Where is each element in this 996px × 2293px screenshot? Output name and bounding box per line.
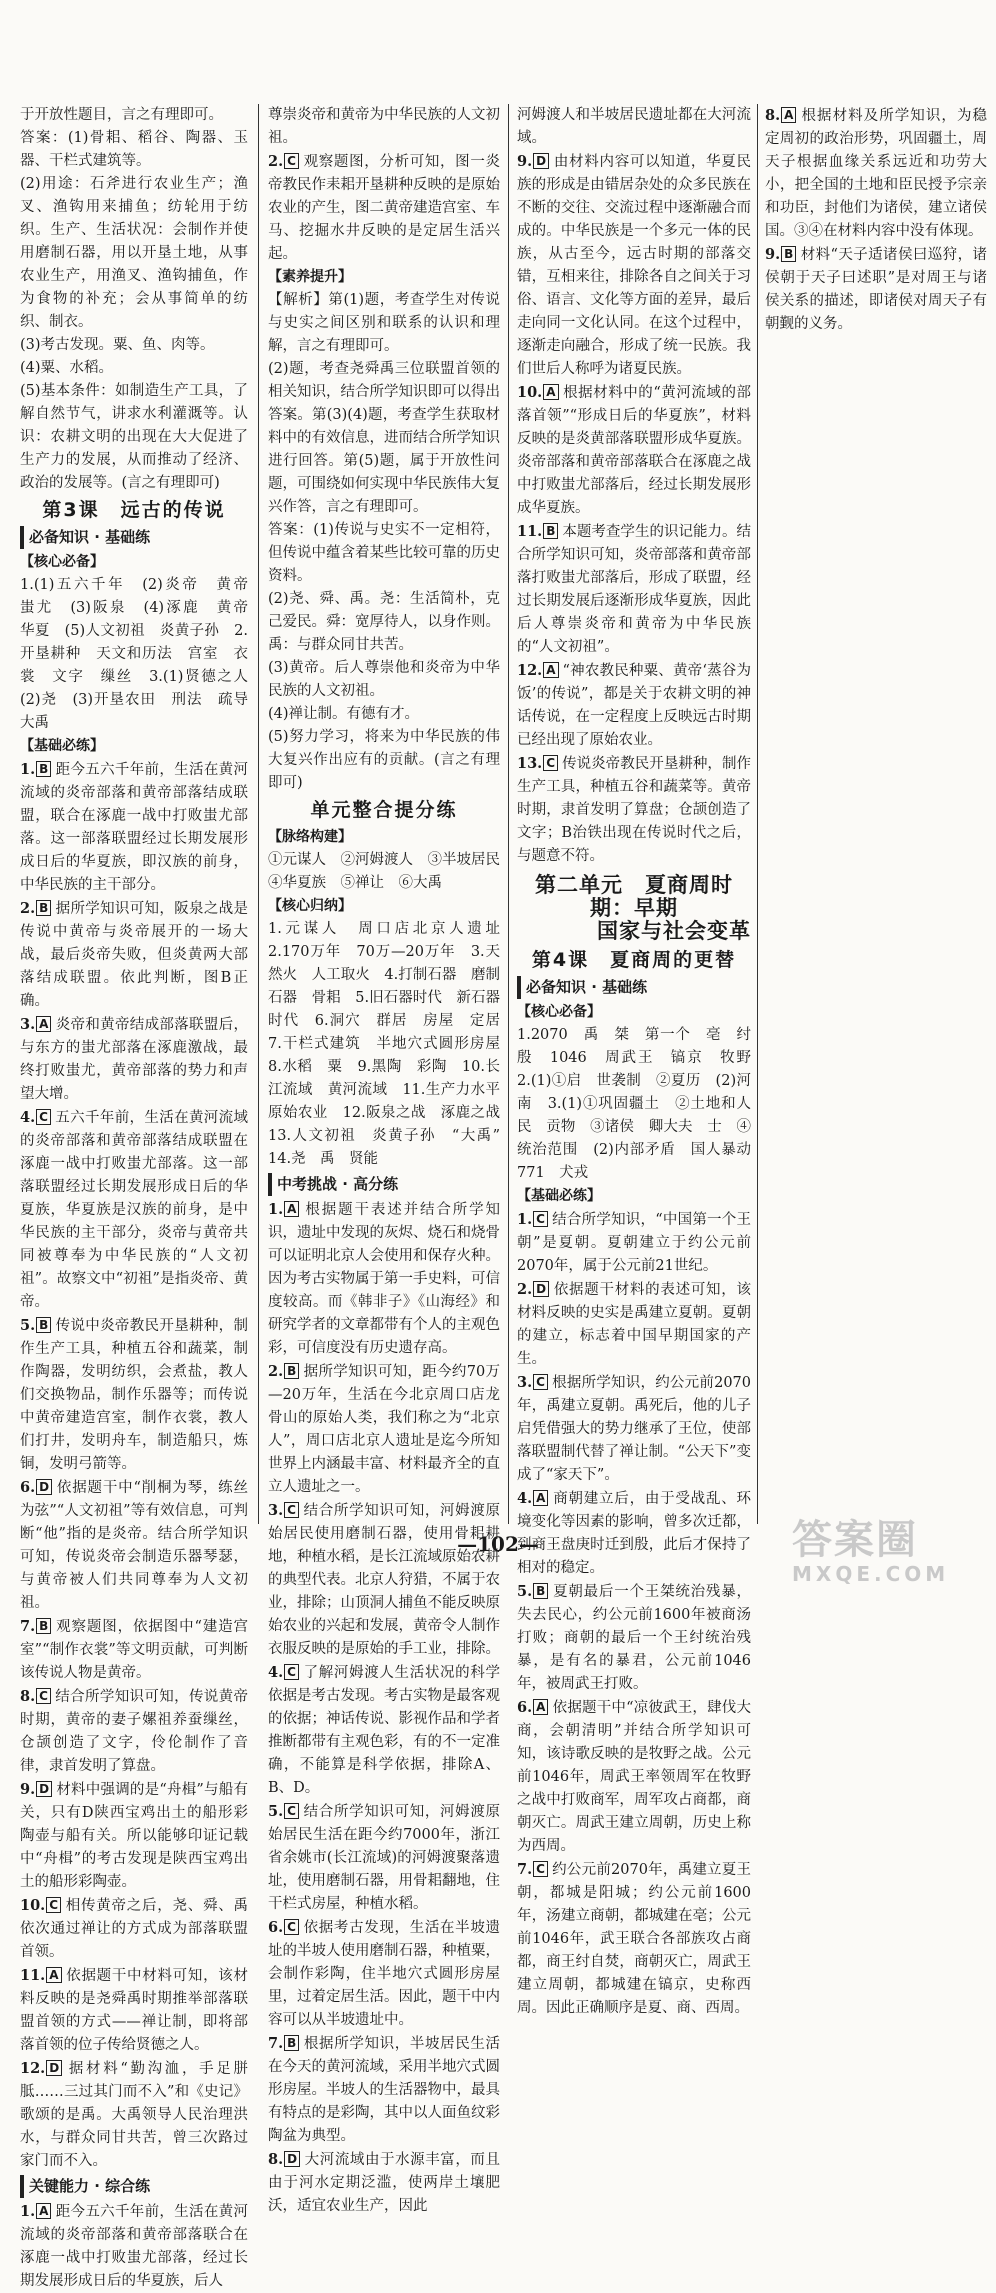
answer-letter: C — [533, 1861, 548, 1877]
answer-letter: C — [284, 1803, 299, 1819]
answer-text: 结合所学知识可知，河姆渡原始居民使用磨制石器，使用骨耜耕地，种植水稻，是长江流域原始农耕的典型代表。北京人狩猎，不属于农业，排除；山顶洞人捕鱼不能反映原始农业的兴起和发展，黄帝令人制作衣服反映的是原始的手工业，排除。 — [268, 1503, 500, 1657]
answer-text: 炎帝和黄帝结成部落联盟后，与东方的蚩尤部落在涿鹿激战，最终打败蚩尤，黄帝部落的势力和声望大增。 — [20, 1017, 248, 1102]
answer-text: 据所学知识可知，距今约70万—20万年，生活在今北京周口店龙骨山的原始人类，我们称之为“北京人”，周口店北京人遗址是迄今所知世界上内涵最丰富、材料最齐全的直立人遗址之一。 — [268, 1364, 500, 1495]
answer-letter: A — [533, 1699, 548, 1715]
section-heading: 必备知识 · 基础练 — [20, 526, 248, 549]
answer-item — [20, 897, 248, 1013]
answer-item — [268, 150, 500, 266]
watermark-logo — [792, 1518, 982, 1588]
item-number: 3. — [268, 1502, 284, 1519]
answer-letter: C — [36, 1688, 51, 1704]
unit-review-title: 单元整合提分练 — [310, 799, 458, 821]
answer-item — [765, 243, 987, 336]
answer-letter: C — [284, 153, 299, 169]
answer-item — [517, 1371, 751, 1487]
answer-text: 传说炎帝教民开垦耕种，制作生产工具，种植五谷和蔬菜等。黄帝时期，隶首发明了算盘；仓颉创造了文字；B治铁出现在传说时代之后，与题意不符。 — [517, 756, 751, 864]
answer-item — [517, 1208, 751, 1278]
item-number: 8. — [268, 2151, 284, 2168]
item-number: 10. — [517, 384, 543, 401]
answer-item — [20, 1615, 248, 1685]
answer-item — [20, 2200, 248, 2293]
subheading: 【核心必备】 — [517, 1004, 601, 1020]
answer-text: 结合所学知识可知，传说黄帝时期，黄帝的妻子嫘祖养蚕缫丝，仓颉创造了文字，伶伦制作了音律，隶首发明了算盘。 — [20, 1689, 248, 1774]
unit-title — [517, 874, 751, 943]
item-number: 8. — [20, 1688, 36, 1705]
page-number: —102— — [457, 1532, 539, 1556]
answer-text: “神农教民种粟、黄帝‘蒸谷为饭’的传说”，都是关于农耕文明的神话传说，在一定程度上反映远古时期已经出现了原始农业。 — [517, 663, 751, 748]
answer-item — [517, 520, 751, 659]
answer-text: 材料“天子适诸侯曰巡狩，诸侯朝于天子曰述职”是对周王与诸侯关系的描述，即诸侯对周天子有朝觐的义务。 — [765, 247, 987, 332]
answer-item — [20, 1013, 248, 1106]
item-number: 3. — [517, 1374, 533, 1391]
item-number: 12. — [20, 2060, 46, 2077]
column-divider — [757, 104, 758, 1524]
item-number: 9. — [517, 153, 533, 170]
subheading: 【核心必备】 — [20, 554, 104, 570]
continued-text: 河姆渡人和半坡居民遗址都在大河流域。 — [517, 107, 751, 146]
intro-answer: 答案：(1)骨耜、稻谷、陶器、玉器、干栏式建筑等。 — [20, 130, 248, 169]
lesson-title: 第4课 夏商周的更替 — [531, 949, 737, 971]
item-number: 5. — [20, 1317, 36, 1334]
intro-line: (3)考古发现。粟、鱼、肉等。 — [20, 337, 215, 353]
item-number: 4. — [517, 1490, 533, 1507]
item-number: 9. — [765, 246, 781, 263]
answer-item — [517, 659, 751, 752]
answer-text: 结合所学知识，“中国第一个王朝”是夏朝。夏朝建立于约公元前2070年，属于公元前21世纪。 — [517, 1212, 751, 1274]
answer-item — [20, 1894, 248, 1964]
answer-item — [268, 2032, 500, 2148]
answer-text: 商朝建立后，由于受战乱、环境变化等因素的影响，曾多次迁都，到商王盘庚时迁到殷，此后才保持了相对的稳定。 — [517, 1491, 751, 1576]
answer-text: 据材料“勤沟洫，手足胼胝……三过其门而不入”和《史记》歌颂的是禹。大禹领导人民治理洪水，与群众同甘共苦，曾三次路过家门而不入。 — [20, 2061, 248, 2169]
section-heading: 中考挑战 · 高分练 — [268, 1173, 500, 1196]
answer-text: 根据所学知识，约公元前2070年，禹建立夏朝。禹死后，他的儿子启凭借强大的势力继承了王位，使部落联盟制代替了禅让制。“公天下”变成了“家天下”。 — [517, 1375, 751, 1483]
answer-letter: B — [284, 1363, 299, 1379]
answer-item — [20, 1106, 248, 1314]
item-number: 13. — [517, 755, 543, 772]
answer-item — [268, 1198, 500, 1360]
answer-text: 了解河姆渡人生活状况的科学依据是考古发现。考古实物是最客观的依据；神话传说、影视作品和学者推断都带有主观色彩，有的不一定准确，不能算是科学依据，排除A、B、D。 — [268, 1665, 500, 1796]
intro-line: (4)粟、水稻。 — [20, 360, 114, 376]
analysis-line: (5)努力学习，将来为中华民族的伟大复兴作出应有的贡献。(言之有理即可) — [268, 729, 500, 791]
answer-list — [517, 1208, 751, 2020]
answer-letter: B — [36, 1317, 51, 1333]
answer-letter: D — [533, 1281, 549, 1297]
answer-letter: B — [543, 523, 558, 539]
answer-letter: C — [284, 1664, 299, 1680]
answer-item — [765, 104, 987, 243]
answer-text: 相传黄帝之后，尧、舜、禹依次通过禅让的方式成为部落联盟首领。 — [20, 1898, 248, 1960]
answer-text: 依据题干材料的表述可知，该材料反映的史实是禹建立夏朝。夏朝的建立，标志着中国早期国家的产生。 — [517, 1282, 751, 1367]
answer-text: 观察题图，分析可知，图一炎帝教民作耒耜开垦耕种反映的是原始农业的产生，图二黄帝建造宫室、车马、挖掘水井反映的是定居生活兴起。 — [268, 154, 500, 262]
answer-letter: D — [36, 1781, 52, 1797]
column-4 — [765, 104, 987, 1524]
answer-text: 根据材料及所学知识，为稳定周初的政治形势，巩固疆土，周天子根据血缘关系远近和功劳大小，把全国的土地和臣民授予宗亲和功臣，封他们为诸侯，建立诸侯国。③④在材料内容中没有体现。 — [765, 108, 987, 239]
answer-letter: C — [284, 1502, 299, 1518]
answer-letter: A — [781, 107, 796, 123]
subheading: 【核心归纳】 — [268, 898, 352, 914]
answer-text: 材料中强调的是“舟楫”与船有关，只有D陕西宝鸡出土的船形彩陶壶与船有关。所以能够印证记载中“舟楫”的考古发现是陕西宝鸡出土的船形彩陶壶。 — [20, 1782, 248, 1890]
subheading: 【基础必练】 — [517, 1188, 601, 1204]
answer-letter: C — [543, 755, 558, 771]
core-text: 1.(1)五六千年 (2)炎帝 黄帝 蚩尤 (3)阪泉 (4)涿鹿 黄帝 华夏 (5)人文初祖 炎黄子孙 2.开垦耕种 天文和历法 宫室 衣裳 文字 缫丝 3.(1)贤德之人 (2)尧 (3)开垦农田 刑法 疏导 大禹 — [20, 577, 263, 731]
left-edge-residue — [0, 110, 10, 630]
answer-letter: C — [36, 1109, 51, 1125]
analysis-line: (3)黄帝。后人尊崇他和炎帝为中华民族的人文初祖。 — [268, 660, 500, 699]
answer-letter: A — [36, 1016, 51, 1032]
intro-line: (5)基本条件：如制造生产工具，了解自然节气，讲求水利灌溉等。认识：农耕文明的出现在大大促进了生产力的发展，从而推动了经济、政治的发展等。(言之有理即可) — [20, 383, 248, 491]
answer-list — [517, 150, 751, 868]
answer-letter: B — [36, 761, 51, 777]
analysis-line: (2)尧、舜、禹。尧：生活简朴，克己爱民。舜：宽厚待人，以身作则。禹：与群众同甘共苦。 — [268, 591, 500, 653]
answer-letter: A — [543, 384, 558, 400]
answer-letter: B — [284, 2035, 299, 2051]
answer-item — [517, 1580, 751, 1696]
answer-letter: D — [284, 2151, 300, 2167]
watermark-text: 答案圈 — [792, 1517, 918, 1563]
column-divider — [508, 104, 509, 1524]
answer-list — [268, 1198, 500, 2218]
item-number: 6. — [268, 1919, 284, 1936]
answer-item — [20, 1964, 248, 2057]
column-1 — [20, 104, 263, 2289]
item-number: 1. — [268, 1201, 284, 1218]
item-number: 4. — [20, 1109, 36, 1126]
lesson-title: 第3课 远古的传说 — [42, 499, 226, 521]
item-number: 8. — [765, 107, 781, 124]
answer-item — [517, 1696, 751, 1858]
answer-text: 大河流域由于水源丰富，而且由于河水定期泛滥，使两岸土壤肥沃，适宜农业生产，因此 — [268, 2152, 500, 2214]
item-number: 2. — [517, 1281, 533, 1298]
item-number: 1. — [517, 1211, 533, 1228]
answer-item — [517, 752, 751, 868]
answer-letter: C — [46, 1897, 61, 1913]
answer-letter: B — [36, 1618, 51, 1634]
item-number: 1. — [20, 2203, 36, 2220]
answer-text: 夏朝最后一个王桀统治残暴，失去民心，约公元前1600年被商汤打败；商朝的最后一个王纣统治残暴，是有名的暴君，公元前1046年，被周武王打败。 — [517, 1584, 751, 1692]
answer-text: 距今五六千年前，生活在黄河流域的炎帝部落和黄帝部落联合在涿鹿一战中打败蚩尤部落，经过长期发展形成日后的华夏族，后人 — [20, 2204, 248, 2289]
item-number: 6. — [20, 1479, 36, 1496]
subheading: 【脉络构建】 — [268, 829, 352, 845]
item-number: 3. — [20, 1016, 36, 1033]
item-number: 2. — [268, 153, 284, 170]
item-number: 12. — [517, 662, 543, 679]
answer-text: 依据考古发现，生活在半坡遗址的半坡人使用磨制石器，种植粟，会制作彩陶，住半地穴式圆形房屋里，过着定居生活。因此，题干中内容可以从半坡遗址中。 — [268, 1920, 500, 2028]
subheading: 【基础必练】 — [20, 738, 104, 754]
intro-line: (2)用途：石斧进行农业生产；渔叉、渔钩用来捕鱼；纺轮用于纺织。生产、生活状况：会制作并使用磨制石器，用以开垦土地，从事农业生产，用渔叉、渔钩捕鱼，作为食物的补充；会从事简单的纺织、制衣。 — [20, 176, 248, 330]
answer-item — [20, 1314, 248, 1476]
answer-text: 由材料内容可以知道，华夏民族的形成是由错居杂处的众多民族在不断的交往、交流过程中逐渐融合而成的。中华民族是一个多元一体的民族，从古至今，远古时期的部落交错，互相来往，排除各自之间关于习俗、语言、文化等方面的差异，最后走向同一文化认同。在这个过程中，逐渐走向融合，形成了统一民族。我们世后人称呼为诸夏民族。 — [517, 154, 751, 377]
answer-text: 根据题干表述并结合所学知识，遗址中发现的灰烬、烧石和烧骨可以证明北京人会使用和保存火种。因为考古实物属于第一手史料，可信度较高。而《韩非子》《山海经》和研究学者的文章都带有个人的主观色彩，可信度没有历史遗存高。 — [268, 1202, 500, 1356]
answer-letter: C — [284, 1919, 299, 1935]
answer-letter: A — [284, 1201, 299, 1217]
item-number: 7. — [268, 2035, 284, 2052]
item-number: 10. — [20, 1897, 46, 1914]
column-3 — [517, 104, 766, 2016]
answer-letter: B — [36, 900, 51, 916]
answer-letter: A — [46, 1967, 61, 1983]
continued-text: 尊崇炎帝和黄帝为中华民族的人文初祖。 — [268, 107, 500, 146]
answer-item — [268, 1800, 500, 1916]
answer-item — [20, 2057, 248, 2173]
unit-title-line2: 国家与社会变革 — [597, 919, 751, 943]
answer-text: 传说中炎帝教民开垦耕种，制作生产工具，种植五谷和蔬菜，制作陶器，发明纺织，会煮盐，教人们交换物品，制作乐器等；而传说中黄帝建造宫室，制作衣裳，教人们打井，发明舟车，制造船只，炼铜，发明弓箭等。 — [20, 1318, 248, 1472]
answer-letter: B — [533, 1583, 548, 1599]
answer-item — [517, 150, 751, 381]
answer-text: 根据材料中的“黄河流域的部落首领”“形成日后的华夏族”，材料反映的是炎黄部落联盟形成华夏族。炎帝部落和黄帝部落联合在涿鹿之战中打败蚩尤部落后，经过长期发展形成华夏族。 — [517, 385, 751, 516]
item-number: 7. — [517, 1861, 533, 1878]
answer-item — [268, 1499, 500, 1661]
answer-list — [20, 758, 248, 2173]
answer-text: 五六千年前，生活在黄河流域的炎帝部落和黄帝部落结成联盟在涿鹿一战中打败蚩尤部落。这一部落联盟经过长期发展形成日后的华夏族，华夏族是汉族的前身，是中华民族的主干部分，炎帝与黄帝共同被尊奉为中华民族的“人文初祖”。故察文中“初祖”是指炎帝、黄帝。 — [20, 1110, 248, 1310]
answer-text: 距今五六千年前，生活在黄河流域的炎帝部落和黄帝部落结成联盟，联合在涿鹿一战中打败蚩尤部落。这一部落联盟经过长期发展形成日后的华夏族，即汉族的前身，中华民族的主干部分。 — [20, 762, 248, 893]
item-number: 2. — [20, 900, 36, 917]
answer-letter: A — [543, 662, 558, 678]
answer-item — [517, 1278, 751, 1371]
item-number: 7. — [20, 1618, 36, 1635]
answer-letter: A — [36, 2203, 51, 2219]
item-number: 9. — [20, 1781, 36, 1798]
answer-item — [268, 1360, 500, 1499]
core-text: 1.元谋人 周口店北京人遗址 2.170万年 70万—20万年 3.天然火 人工取火 4.打制石器 磨制石器 骨耜 5.旧石器时代 新石器时代 6.洞穴 群居 房屋 定居 7.干栏式建筑 半地穴式圆形房屋 8.水稻 粟 9.黑陶 彩陶 10.长江流域 黄河流域 11.生产力水平 原始农业 12.阪泉之战 涿鹿之战 13.人文初祖 炎黄子孙 “大禹” 14.尧 禹 贤能 — [268, 921, 515, 1167]
watermark-url: MXQE.COM — [792, 1562, 950, 1586]
answer-text: 依据题干中材料可知，该材料反映的是尧舜禹时期推举部落联盟首领的方式——禅让制，即将部落首领的位子传给贤德之人。 — [20, 1968, 248, 2053]
answer-letter: C — [533, 1374, 548, 1390]
answer-text: 观察题图，依据图中“建造宫室”“制作衣裳”等文明贡献，可判断该传说人物是黄帝。 — [20, 1619, 248, 1681]
answer-item — [20, 758, 248, 897]
answer-text: 依据题干中“凉彼武王，肆伐大商，会朝清明”并结合所学知识可知，该诗歌反映的是牧野之战。公元前1046年，周武王率领周军在牧野之战中打败商军，周军攻占商都，商朝灭亡。周武王建立周朝，历史上称为西周。 — [517, 1700, 751, 1854]
answer-text: 依据题干中“削桐为琴，练丝为弦”“人文初祖”等有效信息，可判断“他”指的是炎帝。结合所学知识可知，传说炎帝会制造乐器琴瑟，与黄帝被人们共同尊奉为人文初祖。 — [20, 1480, 248, 1611]
answer-item — [517, 381, 751, 520]
analysis-line: 答案：(1)传说与史实不一定相符，但传说中蕴含着某些比较可靠的历史资料。 — [268, 522, 500, 584]
item-number: 2. — [268, 1363, 284, 1380]
item-number: 11. — [517, 523, 543, 540]
answer-text: 约公元前2070年，禹建立夏王朝，都城是阳城；约公元前1600年，汤建立商朝，都城建在亳；公元前1046年，武王联合各部族攻占商都，商王纣自焚，商朝灭亡，周武王建立周朝，都城建在镐京，史称西周。因此正确顺序是夏、商、西周。 — [517, 1862, 751, 2016]
answer-letter: D — [36, 1479, 52, 1495]
analysis-line: (4)禅让制。有德有才。 — [268, 706, 420, 722]
answer-item — [268, 1661, 500, 1800]
analysis-line: (2)题，考查尧舜禹三位联盟首领的相关知识，结合所学知识即可以得出答案。第(3)(4)题，考查学生获取材料中的有效信息，进而结合所学知识进行回答。第(5)题，属于开放性问题，可围绕如何实现中华民族伟大复兴作答，言之有理即可。 — [268, 361, 500, 515]
answer-text: 本题考查学生的识记能力。结合所学知识可知，炎帝部落和黄帝部落打败蚩尤部落后，形成了联盟，经过长期发展后逐渐形成华夏族，因此后人尊崇炎帝和黄帝为中华民族的“人文初祖”。 — [517, 524, 751, 655]
answer-item — [268, 2148, 500, 2218]
answer-item — [517, 1858, 751, 2020]
answer-item — [20, 1778, 248, 1894]
item-number: 5. — [268, 1803, 284, 1820]
item-number: 1. — [20, 761, 36, 778]
core-text: 1.2070 禹 桀 第一个 亳 纣 殷 1046 周武王 镐京 牧野 2.(1)①启 世袭制 ②夏历 (2)河南 3.(1)①巩固疆土 ②土地和人民 贡物 ③诸侯 卿大夫 士 ④统治范围 (2)内部矛盾 国人暴动 771 犬戎 — [517, 1027, 766, 1181]
answer-item — [20, 1685, 248, 1778]
answer-letter: C — [533, 1211, 548, 1227]
item-number: 4. — [268, 1664, 284, 1681]
item-number: 11. — [20, 1967, 46, 1984]
unit-title-line1: 第二单元 夏商周时期：早期 — [535, 873, 733, 920]
section-heading: 关键能力 · 综合练 — [20, 2175, 248, 2198]
answer-letter: A — [533, 1490, 548, 1506]
pulse-text: ①元谋人 ②河姆渡人 ③半坡居民 ④华夏族 ⑤禅让 ⑥大禹 — [268, 852, 515, 891]
section-heading: 必备知识 · 基础练 — [517, 976, 751, 999]
item-number: 6. — [517, 1699, 533, 1716]
answer-list — [765, 104, 987, 336]
analysis-line: 【解析】第(1)题，考查学生对传说与史实之间区别和联系的认识和理解，言之有理即可。 — [268, 292, 500, 354]
answer-text: 据所学知识可知，阪泉之战是传说中黄帝与炎帝展开的一场大战，最后炎帝失败，但炎黄两大部落结成联盟。依此判断，图B正确。 — [20, 901, 248, 1009]
answer-text: 结合所学知识可知，河姆渡原始居民生活在距今约7000年，浙江省余姚市(长江流域)的河姆渡聚落遗址，使用磨制石器，用骨耜翻地，住干栏式房屋，种植水稻。 — [268, 1804, 500, 1912]
answer-text: 根据所学知识，半坡居民生活在今天的黄河流域，采用半地穴式圆形房屋。半坡人的生活器物中，最具有特点的是彩陶，其中以人面鱼纹彩陶盆为典型。 — [268, 2036, 500, 2144]
answer-letter: D — [46, 2060, 62, 2076]
subheading: 【素养提升】 — [268, 269, 352, 285]
answer-letter: D — [533, 153, 549, 169]
item-number: 5. — [517, 1583, 533, 1600]
answer-item — [268, 1916, 500, 2032]
intro-line: 于开放性题目，言之有理即可。 — [20, 107, 223, 123]
column-divider — [258, 104, 259, 1524]
answer-letter: B — [781, 246, 796, 262]
